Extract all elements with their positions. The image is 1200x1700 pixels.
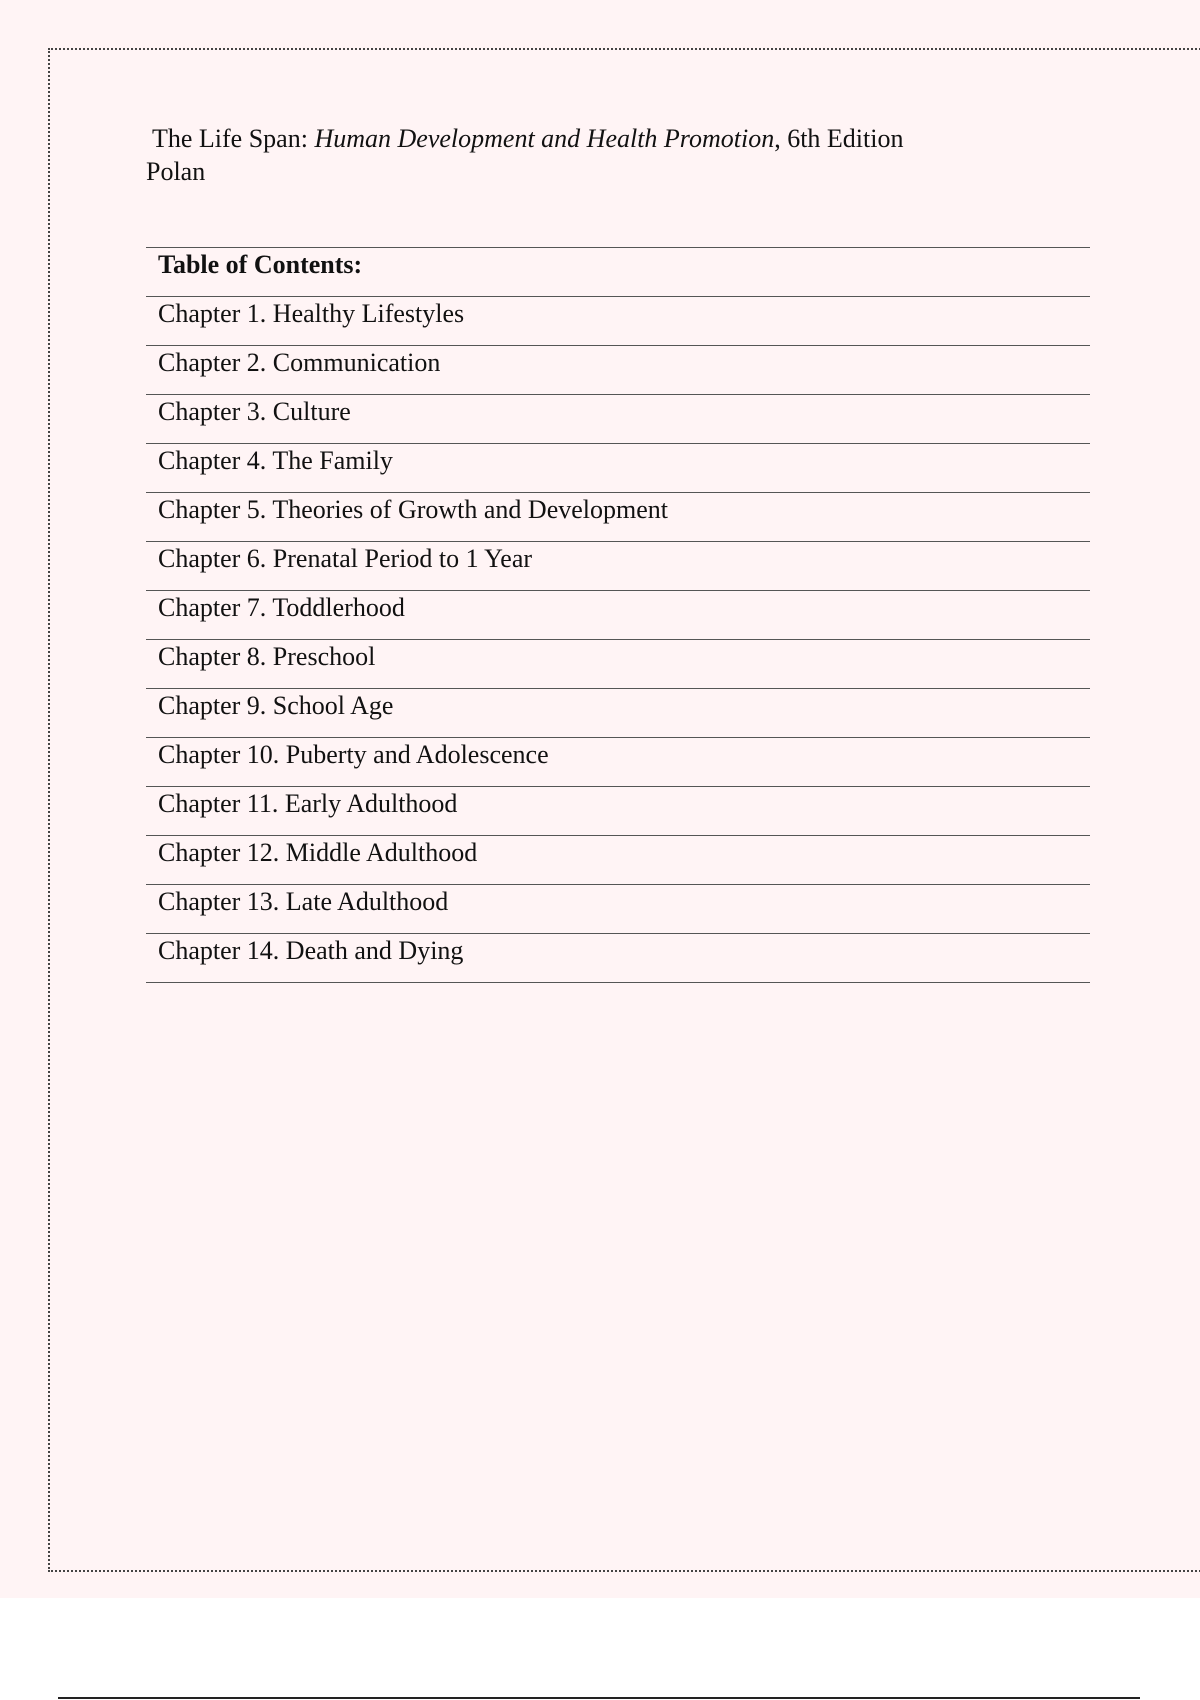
toc-row [146, 346, 1090, 395]
toc-chapter-5: Chapter 5. Theories of Growth and Development [146, 493, 1090, 542]
toc-chapter-3: Chapter 3. Culture [146, 395, 1090, 444]
toc-row [146, 738, 1090, 787]
toc-row [146, 297, 1090, 346]
toc-row [146, 640, 1090, 689]
toc-row [146, 493, 1090, 542]
toc-chapter-1: Chapter 1. Healthy Lifestyles [146, 297, 1090, 346]
author: Polan [146, 157, 206, 186]
toc-row [146, 689, 1090, 738]
toc-chapter-2: Chapter 2. Communication [146, 346, 1090, 395]
title-prefix: The Life Span: [152, 124, 315, 153]
toc-chapter-10: Chapter 10. Puberty and Adolescence [146, 738, 1090, 787]
toc-row [146, 591, 1090, 640]
toc-heading: Table of Contents: [146, 248, 1090, 297]
toc-row [146, 444, 1090, 493]
toc-row [146, 885, 1090, 934]
toc-row [146, 836, 1090, 885]
toc-chapter-8: Chapter 8. Preschool [146, 640, 1090, 689]
toc-row [146, 787, 1090, 836]
toc-chapter-6: Chapter 6. Prenatal Period to 1 Year [146, 542, 1090, 591]
toc-chapter-12: Chapter 12. Middle Adulthood [146, 836, 1090, 885]
title-italic: Human Development and Health Promotion [314, 124, 775, 153]
footer-rule [58, 1697, 1140, 1699]
toc-chapter-13: Chapter 13. Late Adulthood [146, 885, 1090, 934]
document-header [146, 122, 903, 188]
toc-chapter-7: Chapter 7. Toddlerhood [146, 591, 1090, 640]
toc-chapter-11: Chapter 11. Early Adulthood [146, 787, 1090, 836]
toc-chapter-4: Chapter 4. The Family [146, 444, 1090, 493]
toc-heading-row [146, 248, 1090, 297]
table-of-contents [146, 247, 1090, 983]
toc-row [146, 934, 1090, 983]
book-title [146, 122, 903, 155]
toc-row [146, 395, 1090, 444]
toc-chapter-14: Chapter 14. Death and Dying [146, 934, 1090, 983]
title-suffix: , 6th Edition [774, 124, 904, 153]
toc-row [146, 542, 1090, 591]
toc-chapter-9: Chapter 9. School Age [146, 689, 1090, 738]
